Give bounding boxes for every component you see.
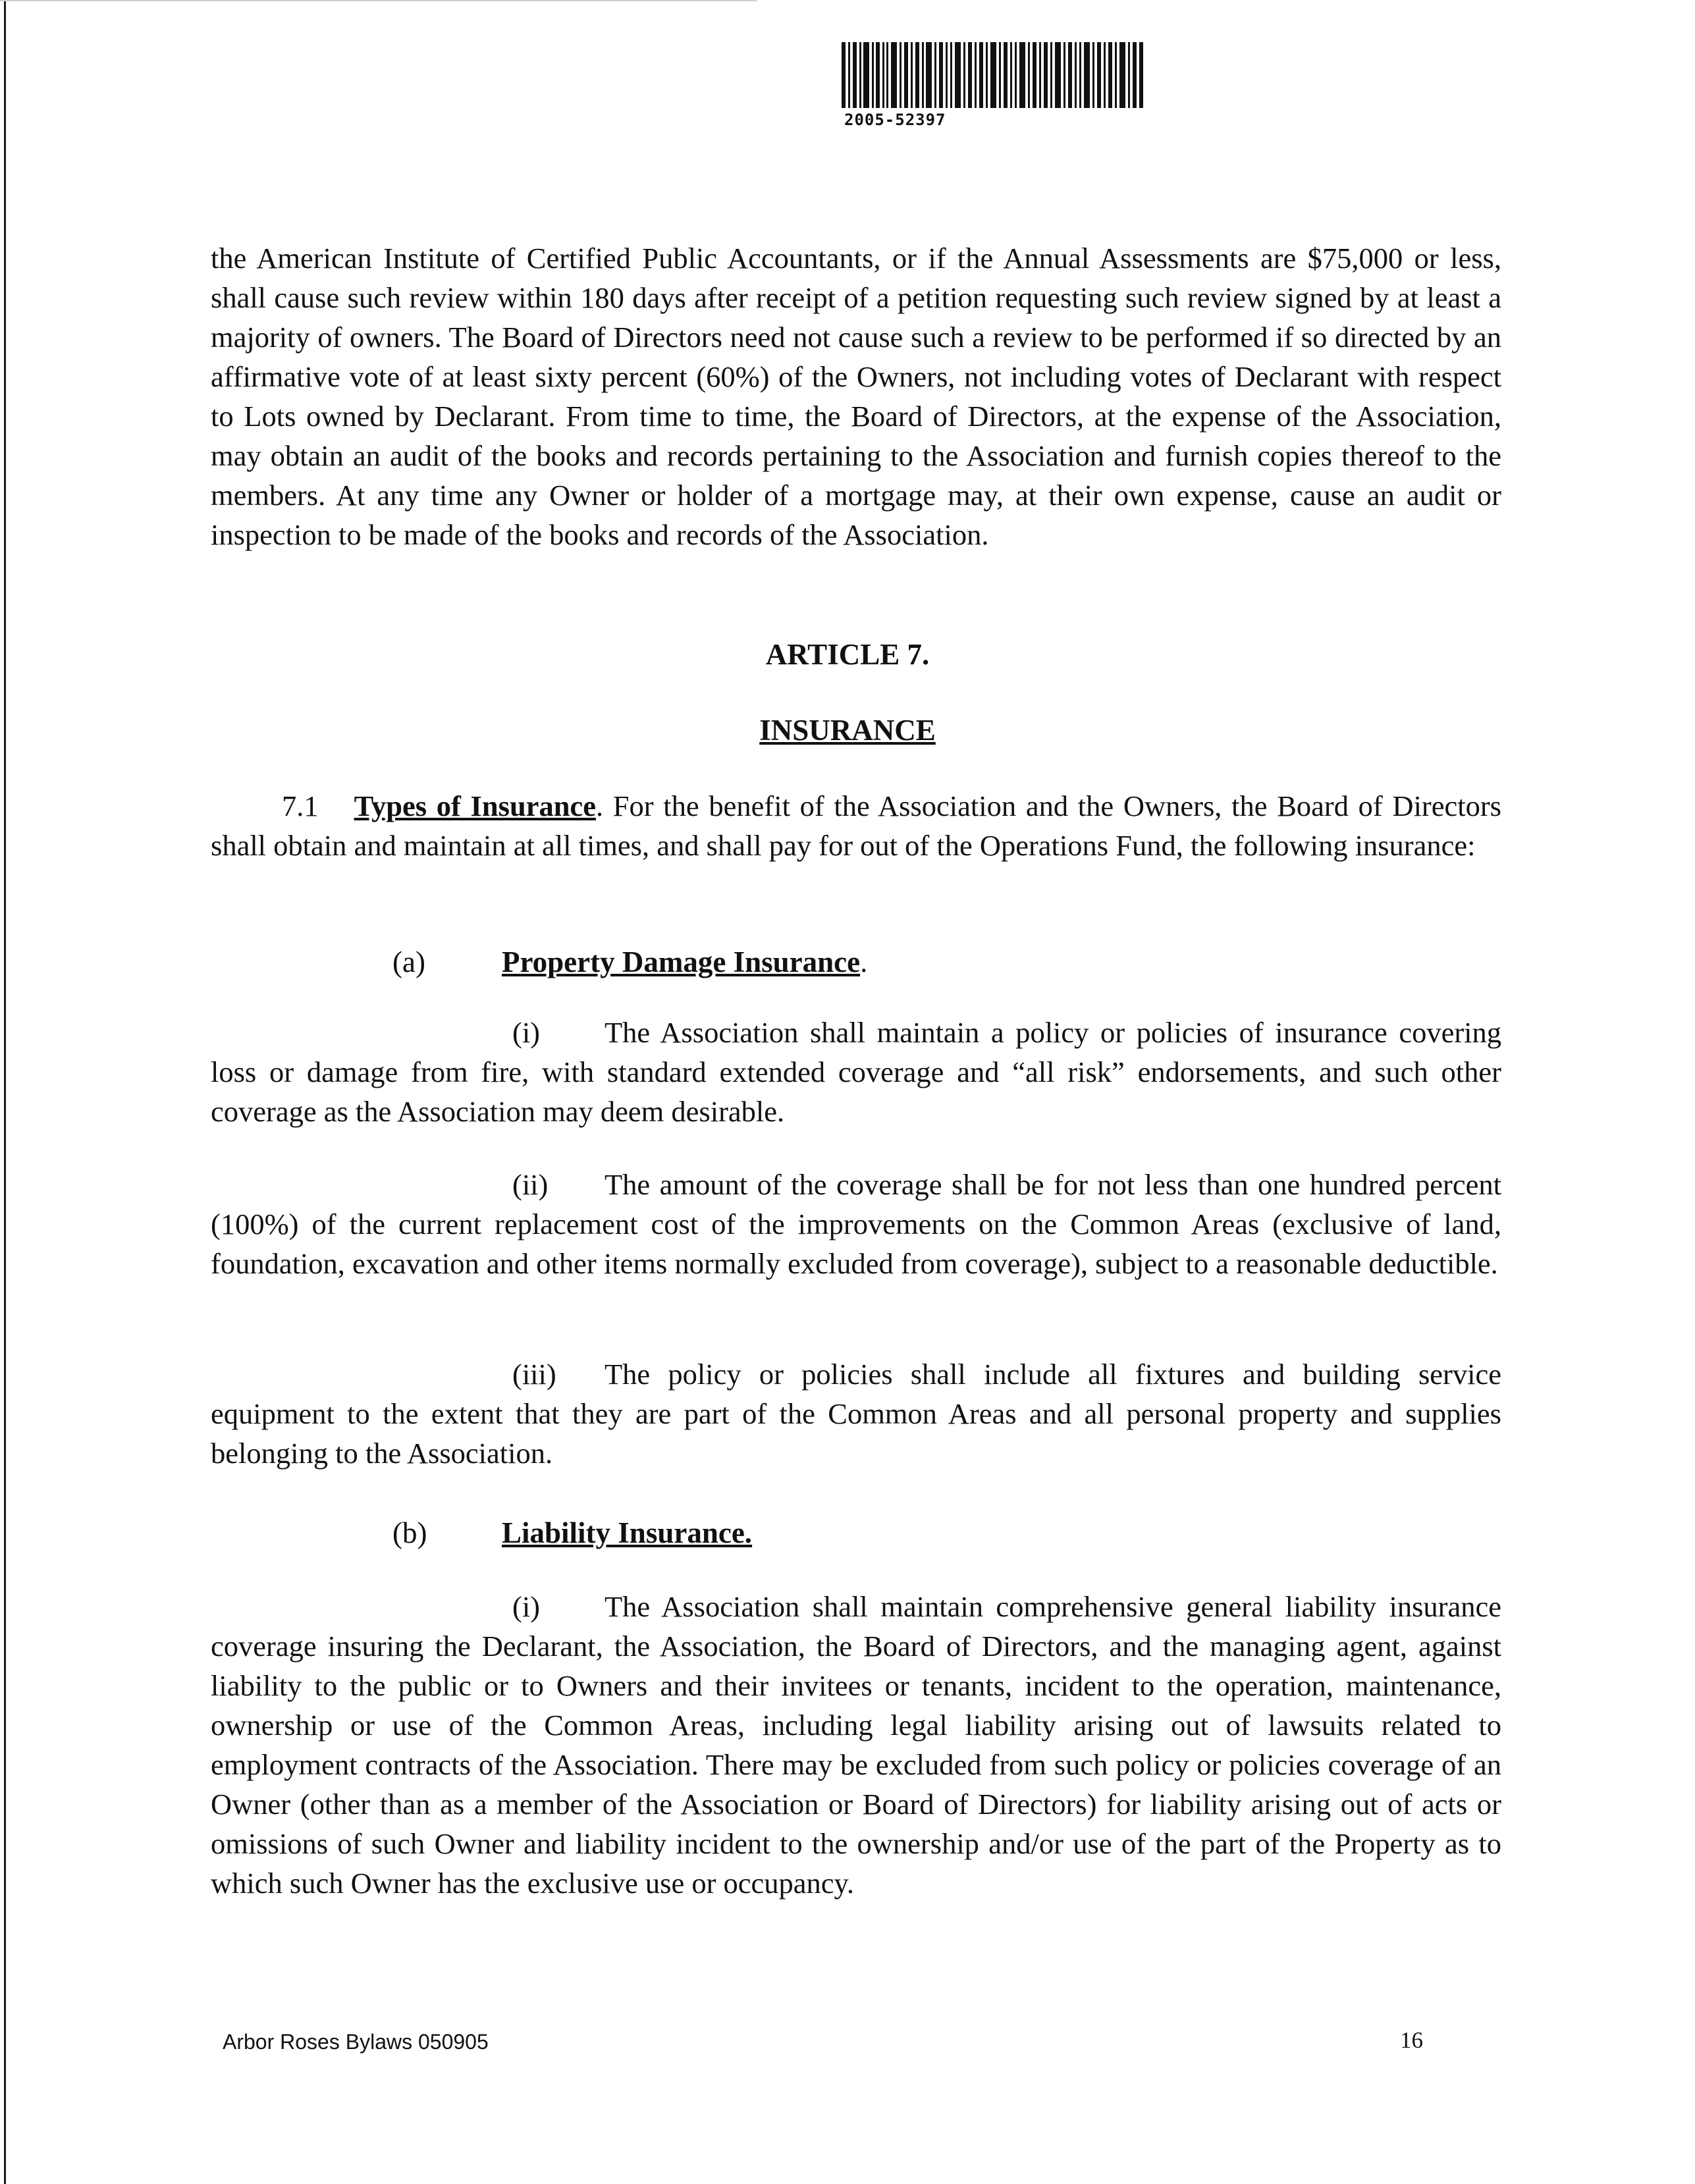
section-7-1-paragraph (211, 786, 1501, 865)
subsection-title: Property Damage Insurance (502, 946, 861, 978)
item-text: The amount of the coverage shall be for not less than one hundred percent (100%) of the current replacement cost of the improvements on the Common Areas (exclusive of land, foundation, excavation and other items normally excluded from coverage), subject to a reasonable deductible. (211, 1168, 1501, 1280)
subsection-b-heading (392, 1513, 752, 1553)
footer-document-name: Arbor Roses Bylaws 050905 (223, 2030, 489, 2054)
footer-page-number: 16 (1400, 2027, 1423, 2053)
article-heading: ARTICLE 7. (765, 638, 930, 671)
barcode-number: 2005-52397 (844, 111, 946, 129)
item-label: (i) (512, 1016, 541, 1049)
subsection-a-item (211, 1354, 1501, 1473)
item-text: The Association shall maintain a policy or policies of insurance covering loss or damage from fire, with standard extended coverage and “all risk” endorsements, and such other coverage as the Association may deem desirable. (211, 1016, 1501, 1128)
section-text: . For the benefit of the Association and the Owners, the Board of Directors shall obtain and maintain at all times, and shall pay for out of the Operations Fund, the following insurance: (211, 789, 1502, 862)
item-text: The Association shall maintain comprehensive general liability insurance coverage insuring the Declarant, the Association, the Board of Directors, and the managing agent, against liability to the public or to Owners and their invitees or tenants, incident to the operation, maintenance, ownership or use of the Common Areas, including legal liability arising out of lawsuits related to employment contracts of the Association. There may be excluded from such policy or policies coverage of an Owner (other than as a member of the Association or Board of Directors) for liability arising out of acts or omissions of such Owner and liability incident to the ownership and/or use of the part of the Property as to which such Owner has the exclusive use or occupancy. (211, 1590, 1501, 1900)
item-label: (iii) (512, 1358, 556, 1391)
item-label: (i) (512, 1590, 541, 1623)
subsection-b-item (211, 1587, 1501, 1903)
scan-edge-top (0, 0, 757, 1)
section-number: 7.1 (282, 789, 319, 822)
article-title-text: INSURANCE (759, 714, 936, 747)
item-text: The policy or policies shall include all fixtures and building service equipment to the extent that they are part of the Common Areas and all personal property and supplies belonging to the Association. (211, 1358, 1501, 1470)
paragraph-audit-continued: the American Institute of Certified Public Accountants, or if the Annual Assessments are $75,000 or less, shall cause such review within 180 days after receipt of a petition requesting such review signed by at least a majority of owners. The Board of Directors need not cause such a review to be performed if so directed by an affirmative vote of at least sixty percent (60%) of the Owners, not including votes of Declarant with respect to Lots owned by Declarant. From time to time, the Board of Directors, at the expense of the Association, may obtain an audit of the books and records pertaining to the Association and furnish copies thereof to the members. At any time any Owner or holder of a mortgage may, at their own expense, cause an audit or inspection to be made of the books and records of the Association. (211, 242, 1501, 551)
subsection-a-heading (392, 942, 867, 982)
item-label: (ii) (512, 1168, 549, 1201)
subsection-label: (a) (392, 946, 425, 978)
article-title (0, 713, 1695, 747)
recording-barcode (842, 42, 1144, 129)
subsection-title: Liability Insurance. (502, 1516, 753, 1549)
scan-edge-left (4, 0, 6, 2184)
subsection-a-item (211, 1013, 1501, 1131)
barcode-icon (842, 42, 1144, 108)
subsection-a-item (211, 1165, 1501, 1283)
subsection-title-period: . (860, 946, 868, 978)
subsection-label: (b) (392, 1516, 427, 1549)
section-title: Types of Insurance (354, 789, 596, 822)
